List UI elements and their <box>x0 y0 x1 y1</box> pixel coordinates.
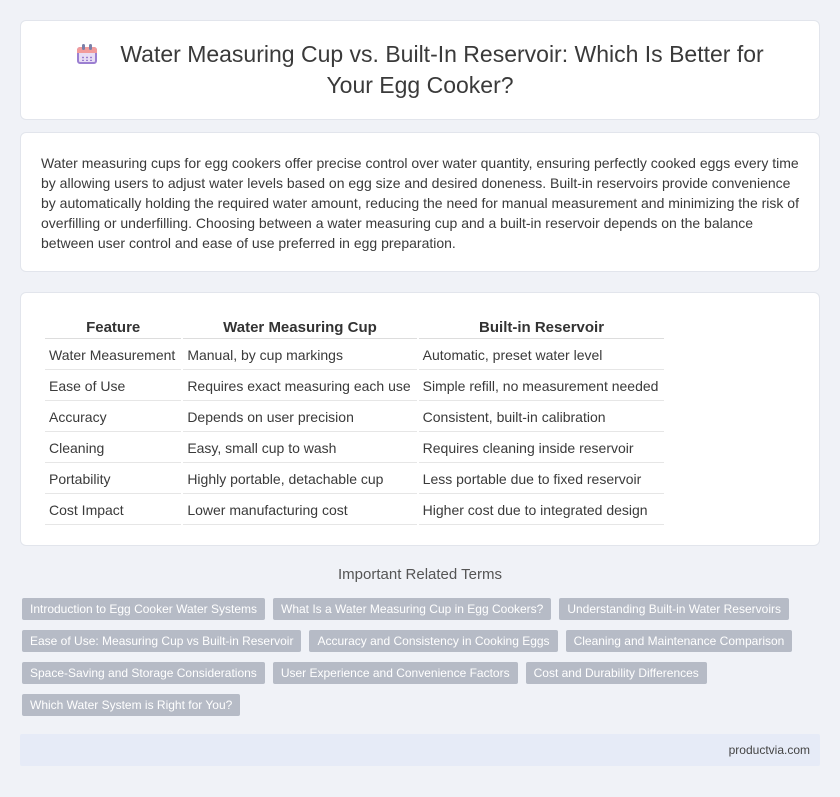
related-terms-list <box>22 598 818 716</box>
summary-card <box>20 132 820 272</box>
table-header-row <box>45 315 664 339</box>
table-cell: Less portable due to fixed reservoir <box>419 465 665 494</box>
summary-text: Water measuring cups for egg cookers offer precise control over water quantity, ensuring perfectly cooked eggs every time by allowing users to adjust water levels based on egg size and desired doneness. Built-in reservoirs provide convenience by automatically holding the required water amount, reducing the need for manual measurement and minimizing the risk of overfilling or underfilling. Choosing between a water measuring cup and a built-in reservoir depends on the balance between user control and ease of use preferred in egg preparation. <box>41 155 799 251</box>
table-cell: Cleaning <box>45 434 181 463</box>
table-row <box>45 372 664 401</box>
table-row <box>45 496 664 525</box>
table-cell: Ease of Use <box>45 372 181 401</box>
table-cell: Requires exact measuring each use <box>183 372 416 401</box>
related-term-tag[interactable]: Cleaning and Maintenance Comparison <box>566 630 793 652</box>
table-cell: Lower manufacturing cost <box>183 496 416 525</box>
table-cell: Water Measurement <box>45 341 181 370</box>
header-built-in-reservoir: Built-in Reservoir <box>419 315 665 339</box>
related-term-tag[interactable]: Accuracy and Consistency in Cooking Eggs <box>309 630 557 652</box>
table-cell: Portability <box>45 465 181 494</box>
table-cell: Cost Impact <box>45 496 181 525</box>
table-cell: Requires cleaning inside reservoir <box>419 434 665 463</box>
related-term-tag[interactable]: User Experience and Convenience Factors <box>273 662 518 684</box>
table-cell: Consistent, built-in calibration <box>419 403 665 432</box>
comparison-table <box>43 313 666 527</box>
related-term-tag[interactable]: Space-Saving and Storage Considerations <box>22 662 265 684</box>
table-cell: Depends on user precision <box>183 403 416 432</box>
header-feature: Feature <box>45 315 181 339</box>
table-row <box>45 465 664 494</box>
comparison-table-card <box>20 292 820 546</box>
calendar-icon <box>76 43 98 65</box>
table-row <box>45 403 664 432</box>
title-card <box>20 20 820 120</box>
page-title: Water Measuring Cup vs. Built-In Reservoir: Which Is Better for Your Egg Cooker? <box>120 41 764 98</box>
related-term-tag[interactable]: Cost and Durability Differences <box>526 662 707 684</box>
table-cell: Manual, by cup markings <box>183 341 416 370</box>
related-term-tag[interactable]: Ease of Use: Measuring Cup vs Built-in Reservoir <box>22 630 301 652</box>
title-wrap <box>61 39 779 101</box>
related-term-tag[interactable]: Introduction to Egg Cooker Water Systems <box>22 598 265 620</box>
header-measuring-cup: Water Measuring Cup <box>183 315 416 339</box>
table-row <box>45 341 664 370</box>
table-cell: Highly portable, detachable cup <box>183 465 416 494</box>
related-term-tag[interactable]: Which Water System is Right for You? <box>22 694 240 716</box>
related-term-tag[interactable]: Understanding Built-in Water Reservoirs <box>559 598 789 620</box>
footer-site-link[interactable]: productvia.com <box>728 743 810 757</box>
table-cell: Simple refill, no measurement needed <box>419 372 665 401</box>
table-cell: Higher cost due to integrated design <box>419 496 665 525</box>
table-row <box>45 434 664 463</box>
footer <box>20 734 820 766</box>
related-terms-title: Important Related Terms <box>338 566 502 583</box>
table-cell: Accuracy <box>45 403 181 432</box>
table-cell: Easy, small cup to wash <box>183 434 416 463</box>
related-term-tag[interactable]: What Is a Water Measuring Cup in Egg Cookers? <box>273 598 551 620</box>
table-cell: Automatic, preset water level <box>419 341 665 370</box>
